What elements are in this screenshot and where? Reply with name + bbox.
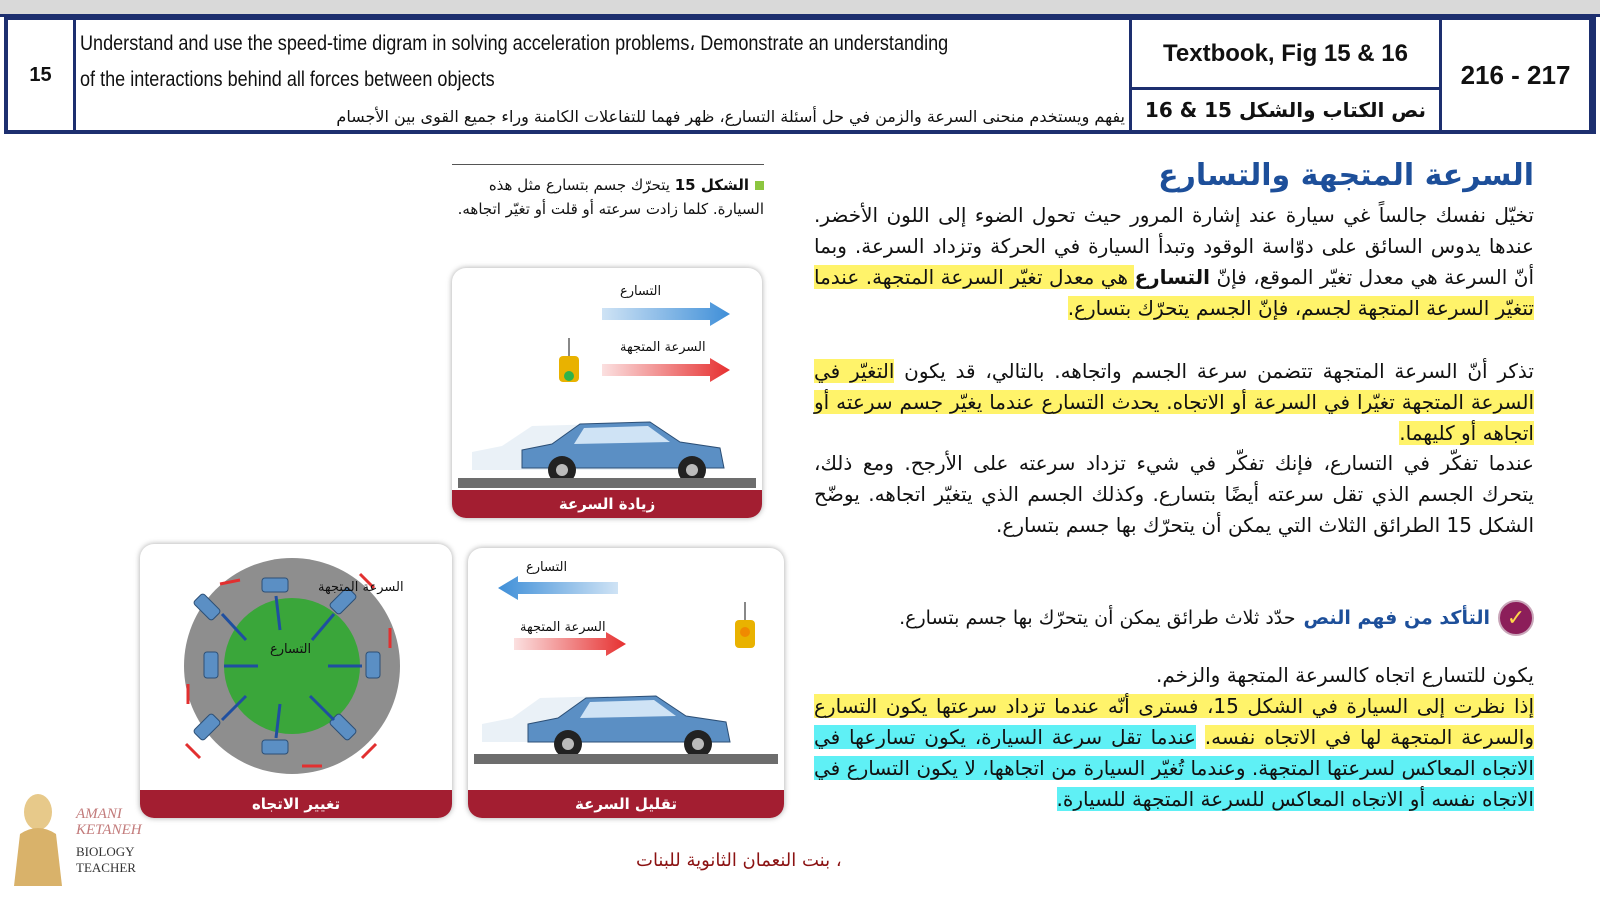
paragraph-4-highlight-cyan: عندما تقل سرعة السيارة، يكون تسارعها في الاتجاه المعاكس لسرعتها المتجهة. وعندما تُغيّر السيارة من اتجاهها، لا يكون التسارع في الاتجاه نفسه أو الاتجاه المعاكس للسرعة المتجهة للسيارة. xyxy=(814,725,1534,811)
speeding-up-illustration xyxy=(452,268,762,518)
acceleration-term: التسارع xyxy=(1134,265,1211,289)
page-range: 216 - 217 xyxy=(1442,20,1592,130)
objective-cell xyxy=(76,20,1132,130)
paragraph-1 xyxy=(814,200,1534,324)
acceleration-label: التسارع xyxy=(526,560,568,575)
velocity-label: السرعة المتجهة xyxy=(520,620,606,635)
figure-caption xyxy=(452,164,764,221)
top-bar xyxy=(0,0,1600,17)
acceleration-label: التسارع xyxy=(620,284,662,299)
lesson-number: 15 xyxy=(8,20,76,130)
paragraph-4 xyxy=(814,660,1534,815)
paragraph-2 xyxy=(814,356,1534,449)
source-en: Textbook, Fig 15 & 16 xyxy=(1132,20,1439,90)
school-name: ، بنت النعمان الثانوية للبنات xyxy=(636,850,842,871)
paragraph-4-highlight-yellow: إذا نظرت إلى السيارة في الشكل 15، فسترى أنّه عندما تزداد سرعتها يكون التسارع والسرعة المتجهة لها في الاتجاه نفسه. xyxy=(814,694,1535,749)
acceleration-arrow-icon xyxy=(498,576,618,600)
paragraph-2-highlight: التغيّر في السرعة المتجهة تغيّرا في السرعة أو الاتجاه. يحدث التسارع عندما يغيّر جسم سرعته أو اتجاهه أو كليهما. xyxy=(814,359,1534,445)
teacher-name: AMANI KETANEH xyxy=(76,806,142,838)
figure-label: الشكل 15 xyxy=(674,176,749,194)
paragraph-3: عندما تفكّر في التسارع، فإنك تفكّر في شيء تزداد سرعته على الأرجح. ومع ذلك، يتحرك الجسم الذي تقل سرعته أيضًا بتسارع. وكذلك الجسم الذي يتغيّر اتجاهه. يوضّح الشكل 15 الطرائق الثلاث التي يمكن أن يتحرّك بها جسم بتسارع. xyxy=(814,451,1534,537)
caption-bullet-icon xyxy=(755,181,764,190)
reading-check-label: التأكد من فهم النص xyxy=(1303,607,1490,629)
paragraph-1-text: تخيّل نفسك جالساً غي سيارة عند إشارة المرور حيث تحول الضوء إلى اللون الأخضر. عندها يدوس السائق على دوّاسة الوقود وتبدأ السيارة في الحركة وتزداد السرعة. وبما أنّ السرعة هي معدل تغيّر الموقع، فإنّ xyxy=(814,203,1535,289)
panel-changing-direction-label: تغيير الاتجاه xyxy=(140,790,452,818)
objective-en: Understand and use the speed-time digram in solving acceleration problems، Demonstrate an understanding of the interactions behind all forces between objects xyxy=(80,32,949,91)
reading-check xyxy=(899,600,1534,636)
paragraph-2-text: تذكر أنّ السرعة المتجهة تتضمن سرعة الجسم واتجاهه. بالتالي، قد يكون xyxy=(894,359,1534,383)
slowing-down-illustration xyxy=(468,548,784,818)
teacher-role: BIOLOGY TEACHER xyxy=(76,844,136,875)
paragraph-1-highlight: هي معدل تغيّر السرعة المتجهة. عندما تتغيّر السرعة المتجهة لجسم، فإنّ الجسم يتحرّك بتسارع. xyxy=(814,265,1534,320)
car-icon xyxy=(482,696,730,758)
panel-slowing-down xyxy=(468,548,784,818)
panel-slowing-down-label: تقليل السرعة xyxy=(468,790,784,818)
panel-speeding-up xyxy=(452,268,762,518)
teacher-logo xyxy=(8,790,178,890)
teacher-silhouette-icon xyxy=(8,790,68,886)
lesson-header-table xyxy=(4,16,1596,134)
velocity-arrow-icon xyxy=(602,358,730,382)
acceleration-label: التسارع xyxy=(270,642,312,657)
checkmark-icon: ✓ xyxy=(1498,600,1534,636)
figure-caption-text: يتحرّك جسم بتسارع مثل هذه السيارة. كلما زادت سرعته أو قلت أو تغيّر اتجاهه. xyxy=(457,176,764,218)
velocity-label: السرعة المتجهة xyxy=(620,340,706,355)
objective-ar: يفهم ويستخدم منحنى السرعة والزمن في حل أسئلة التسارع، ظهر فهما للتفاعلات الكامنة وراء جميع القوى بين الأجسام xyxy=(336,107,1125,126)
source-ar: نص الكتاب والشكل 15 & 16 xyxy=(1144,98,1427,122)
circular-track-illustration xyxy=(140,544,452,818)
reading-check-question: حدّد ثلاث طرائق يمكن أن يتحرّك بها جسم بتسارع. xyxy=(899,607,1296,629)
acceleration-arrow-icon xyxy=(602,302,730,326)
section-title: السرعة المتجهة والتسارع xyxy=(1158,158,1534,193)
car-icon xyxy=(472,422,724,484)
panel-speeding-up-label: زيادة السرعة xyxy=(452,490,762,518)
source-cell xyxy=(1132,20,1442,130)
paragraph-4-intro: يكون للتسارع اتجاه كالسرعة المتجهة والزخم. xyxy=(1155,663,1534,687)
panel-changing-direction xyxy=(140,544,452,818)
velocity-label: السرعة المتجهة xyxy=(318,580,404,595)
velocity-arrow-icon xyxy=(514,632,626,656)
